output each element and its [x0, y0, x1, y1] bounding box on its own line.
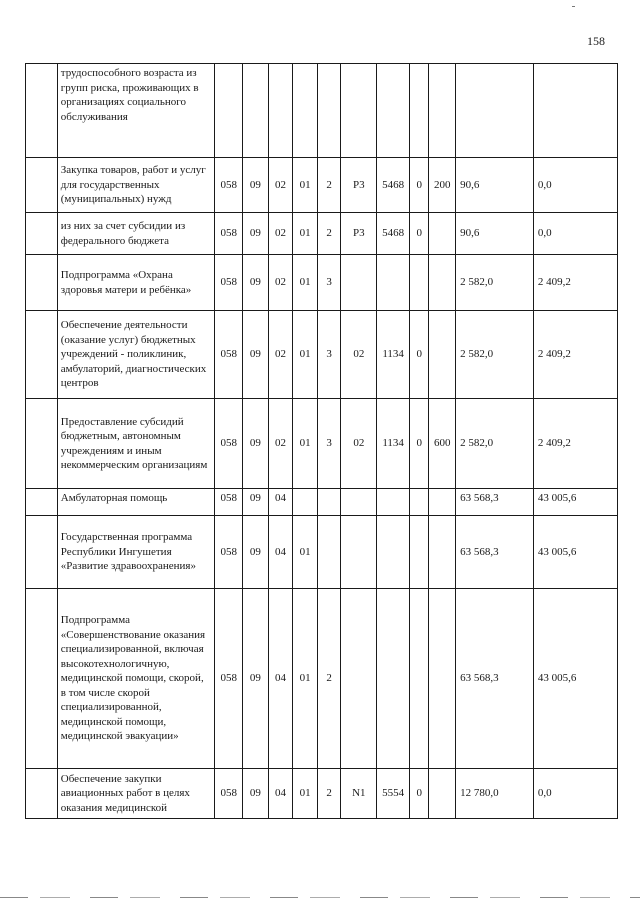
amount-cell-sum2: 43 005,6	[533, 516, 617, 589]
code-cell-vr	[429, 489, 456, 516]
code-cell-rz: 09	[243, 158, 269, 213]
code-cell-rz: 09	[243, 769, 269, 819]
code-cell-vr	[429, 516, 456, 589]
scan-speck	[572, 6, 575, 7]
code-cell-rz: 09	[243, 213, 269, 255]
code-cell-p3	[341, 255, 377, 311]
row-index-cell	[26, 769, 58, 819]
code-cell-pr: 04	[268, 589, 293, 769]
code-cell-gr: 058	[215, 311, 243, 399]
code-cell-vr: 200	[429, 158, 456, 213]
amount-cell-sum1: 63 568,3	[456, 589, 534, 769]
table-row	[26, 64, 618, 158]
code-cell-p5	[410, 589, 429, 769]
code-cell-pr: 04	[268, 769, 293, 819]
code-cell-pr	[268, 64, 293, 158]
code-cell-p5	[410, 64, 429, 158]
code-cell-p1: 01	[293, 255, 318, 311]
item-name-cell: Государственная программа Республики Ингушетия «Развитие здравоохранения»	[57, 516, 215, 589]
code-cell-p5	[410, 516, 429, 589]
code-cell-gr: 058	[215, 213, 243, 255]
code-cell-p1	[293, 64, 318, 158]
code-cell-rz	[243, 64, 269, 158]
code-cell-rz: 09	[243, 516, 269, 589]
item-name-cell: Обеспечение закупки авиационных работ в целях оказания медицинской	[57, 769, 215, 819]
code-cell-rz: 09	[243, 589, 269, 769]
code-cell-p4	[377, 64, 410, 158]
code-cell-p4: 5468	[377, 158, 410, 213]
code-cell-p4: 5554	[377, 769, 410, 819]
code-cell-p5: 0	[410, 311, 429, 399]
budget-table	[25, 63, 618, 819]
row-index-cell	[26, 516, 58, 589]
code-cell-vr	[429, 769, 456, 819]
code-cell-p3	[341, 489, 377, 516]
table-row	[26, 213, 618, 255]
code-cell-p1: 01	[293, 311, 318, 399]
row-index-cell	[26, 311, 58, 399]
table-row	[26, 769, 618, 819]
item-name-cell: Предоставление субсидий бюджетным, автономным учреждениям и иным некоммерческим организациям	[57, 399, 215, 489]
code-cell-p3: 02	[341, 311, 377, 399]
item-name-cell: Подпрограмма «Совершенствование оказания специализированной, включая высокотехнологичную, медицинской помощи, скорой, в том числе скорой специализированной, медицинской помощи, медицинской эвакуации»	[57, 589, 215, 769]
code-cell-vr	[429, 311, 456, 399]
row-index-cell	[26, 589, 58, 769]
code-cell-p3: Р3	[341, 158, 377, 213]
table-row	[26, 489, 618, 516]
code-cell-p2: 3	[317, 399, 341, 489]
code-cell-p2: 3	[317, 255, 341, 311]
amount-cell-sum2: 43 005,6	[533, 589, 617, 769]
item-name-cell: Закупка товаров, работ и услуг для государственных (муниципальных) нужд	[57, 158, 215, 213]
code-cell-p1: 01	[293, 158, 318, 213]
code-cell-rz: 09	[243, 311, 269, 399]
code-cell-gr: 058	[215, 255, 243, 311]
code-cell-p4	[377, 255, 410, 311]
item-name-cell: Обеспечение деятельности (оказание услуг) бюджетных учреждений - поликлиник, амбулаторий, диагностических центров	[57, 311, 215, 399]
amount-cell-sum1: 2 582,0	[456, 255, 534, 311]
amount-cell-sum1: 90,6	[456, 158, 534, 213]
table-row	[26, 255, 618, 311]
code-cell-p2: 3	[317, 311, 341, 399]
table-row	[26, 516, 618, 589]
code-cell-gr: 058	[215, 769, 243, 819]
code-cell-gr: 058	[215, 516, 243, 589]
table-row	[26, 589, 618, 769]
amount-cell-sum2: 2 409,2	[533, 311, 617, 399]
code-cell-p4	[377, 489, 410, 516]
code-cell-p5: 0	[410, 769, 429, 819]
code-cell-pr: 02	[268, 213, 293, 255]
code-cell-vr: 600	[429, 399, 456, 489]
amount-cell-sum1	[456, 64, 534, 158]
amount-cell-sum2: 2 409,2	[533, 255, 617, 311]
code-cell-pr: 04	[268, 489, 293, 516]
code-cell-rz: 09	[243, 399, 269, 489]
code-cell-p2: 2	[317, 589, 341, 769]
code-cell-p3: N1	[341, 769, 377, 819]
amount-cell-sum2: 0,0	[533, 213, 617, 255]
code-cell-pr: 02	[268, 311, 293, 399]
code-cell-p1: 01	[293, 769, 318, 819]
code-cell-gr: 058	[215, 589, 243, 769]
code-cell-p2: 2	[317, 769, 341, 819]
row-index-cell	[26, 489, 58, 516]
code-cell-p2: 2	[317, 213, 341, 255]
row-index-cell	[26, 213, 58, 255]
code-cell-vr	[429, 589, 456, 769]
code-cell-p1: 01	[293, 516, 318, 589]
item-name-cell: из них за счет субсидии из федерального бюджета	[57, 213, 215, 255]
amount-cell-sum1: 63 568,3	[456, 516, 534, 589]
code-cell-rz: 09	[243, 489, 269, 516]
table-row	[26, 399, 618, 489]
code-cell-p3: Р3	[341, 213, 377, 255]
code-cell-pr: 02	[268, 255, 293, 311]
amount-cell-sum2: 0,0	[533, 769, 617, 819]
scan-artifact-line	[0, 897, 640, 898]
code-cell-pr: 02	[268, 158, 293, 213]
row-index-cell	[26, 255, 58, 311]
row-index-cell	[26, 399, 58, 489]
code-cell-pr: 04	[268, 516, 293, 589]
amount-cell-sum1: 2 582,0	[456, 399, 534, 489]
code-cell-vr	[429, 64, 456, 158]
code-cell-p5: 0	[410, 399, 429, 489]
code-cell-rz: 09	[243, 255, 269, 311]
code-cell-p5: 0	[410, 158, 429, 213]
amount-cell-sum2: 0,0	[533, 158, 617, 213]
page-number: 158	[587, 34, 605, 48]
amount-cell-sum2	[533, 64, 617, 158]
code-cell-p4	[377, 516, 410, 589]
code-cell-vr	[429, 255, 456, 311]
code-cell-gr: 058	[215, 489, 243, 516]
code-cell-p2	[317, 516, 341, 589]
table-body	[26, 64, 618, 819]
item-name-cell: Амбулаторная помощь	[57, 489, 215, 516]
code-cell-p2	[317, 489, 341, 516]
code-cell-p3	[341, 516, 377, 589]
table-row	[26, 311, 618, 399]
item-name-cell: трудоспособного возраста из групп риска, проживающих в организациях социального обслуживания	[57, 64, 215, 158]
code-cell-gr: 058	[215, 158, 243, 213]
code-cell-p1	[293, 489, 318, 516]
amount-cell-sum1: 2 582,0	[456, 311, 534, 399]
code-cell-p5	[410, 489, 429, 516]
item-name-cell: Подпрограмма «Охрана здоровья матери и ребёнка»	[57, 255, 215, 311]
amount-cell-sum2: 43 005,6	[533, 489, 617, 516]
code-cell-p3	[341, 589, 377, 769]
code-cell-p3	[341, 64, 377, 158]
code-cell-p4	[377, 589, 410, 769]
amount-cell-sum1: 63 568,3	[456, 489, 534, 516]
amount-cell-sum2: 2 409,2	[533, 399, 617, 489]
code-cell-p2: 2	[317, 158, 341, 213]
row-index-cell	[26, 64, 58, 158]
code-cell-p4: 1134	[377, 399, 410, 489]
code-cell-vr	[429, 213, 456, 255]
code-cell-pr: 02	[268, 399, 293, 489]
code-cell-p1: 01	[293, 589, 318, 769]
row-index-cell	[26, 158, 58, 213]
table-row	[26, 158, 618, 213]
code-cell-p2	[317, 64, 341, 158]
code-cell-gr	[215, 64, 243, 158]
amount-cell-sum1: 12 780,0	[456, 769, 534, 819]
code-cell-p5	[410, 255, 429, 311]
code-cell-p5: 0	[410, 213, 429, 255]
code-cell-p1: 01	[293, 399, 318, 489]
code-cell-gr: 058	[215, 399, 243, 489]
code-cell-p4: 5468	[377, 213, 410, 255]
code-cell-p1: 01	[293, 213, 318, 255]
code-cell-p3: 02	[341, 399, 377, 489]
code-cell-p4: 1134	[377, 311, 410, 399]
amount-cell-sum1: 90,6	[456, 213, 534, 255]
